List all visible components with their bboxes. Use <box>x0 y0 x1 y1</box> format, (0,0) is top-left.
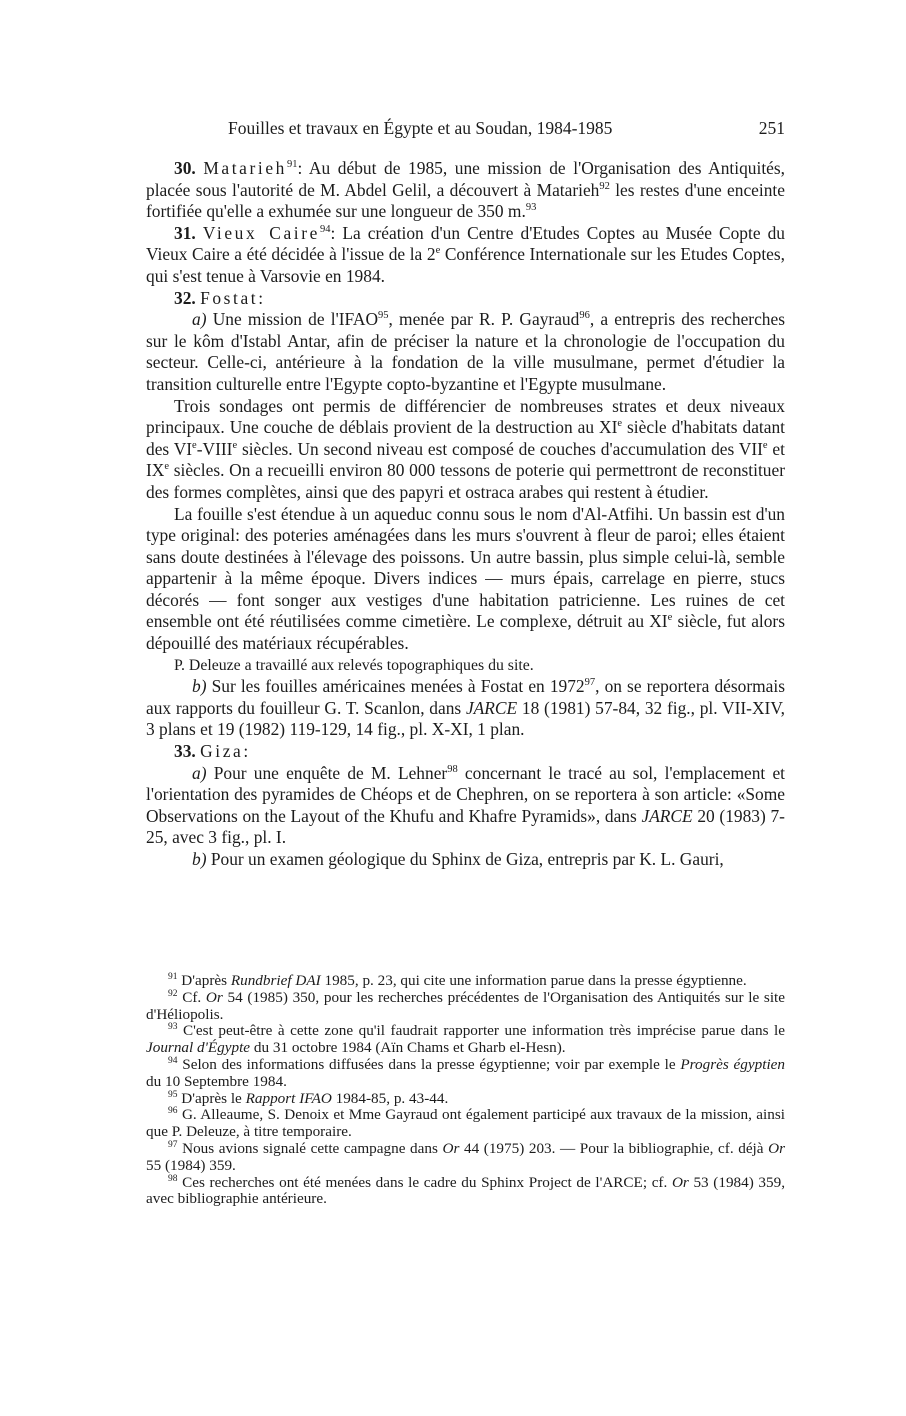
journal-title: JARCE <box>641 805 693 826</box>
footnote-number: 96 <box>168 1106 178 1117</box>
section-number: 32. <box>174 287 196 308</box>
section-31 <box>146 223 785 288</box>
footnote-text: 1984-85, p. 43-44. <box>331 1089 449 1107</box>
section-number: 33. <box>174 741 196 762</box>
site-name: Caire <box>269 222 320 243</box>
footnote-text: Cf. <box>177 988 206 1006</box>
section-33b <box>146 849 785 871</box>
paragraph-text: siècle, fut alors dépouillé des matériaux récupérables. <box>146 611 785 654</box>
footnote-96 <box>146 1107 785 1141</box>
footnote-ref[interactable]: 96 <box>579 310 590 322</box>
paragraph-text: Pour un examen géologique du Sphinx de Giza, entrepris par K. L. Gauri, <box>206 849 724 869</box>
section-32-heading <box>146 288 785 310</box>
item-label: a) <box>192 309 207 330</box>
section-30 <box>146 158 785 223</box>
paragraph-text: , on se reportera désormais aux rapports du fouilleur G. T. Scanlon, dans <box>146 676 785 718</box>
paragraph-text: siècles. Un second niveau est composé de couches d'accumulation des VII <box>237 438 763 459</box>
paragraph-text: P. Deleuze a travaillé aux relevés topographiques du site. <box>174 656 534 674</box>
item-label: b) <box>192 849 207 869</box>
footnote-93 <box>146 1023 785 1057</box>
colon: : <box>243 741 249 762</box>
footnote-97 <box>146 1141 785 1175</box>
superscript: e <box>667 612 673 624</box>
footnote-ref[interactable]: 95 <box>378 310 389 322</box>
section-32a-p4 <box>146 655 785 677</box>
footnote-ref[interactable]: 94 <box>319 223 331 235</box>
section-text: Conférence Internationale sur les Etudes Coptes, qui s'est tenue à Varsovie en 1984. <box>146 244 785 286</box>
footnote-text: 53 (1984) 359, avec bibliographie antérieure. <box>146 1173 785 1208</box>
section-number: 31. <box>174 222 196 243</box>
section-text: : Au début de 1985, une mission de l'Organisation des Antiquités, placée sous l'autorité de M. Abdel Gelil, a découvert à Matarieh <box>146 158 785 200</box>
site-name: Vieux <box>202 222 258 243</box>
site-name: Giza <box>200 741 244 762</box>
footnote-ref[interactable]: 93 <box>525 202 537 214</box>
footnote-ref[interactable]: 92 <box>599 180 610 192</box>
footnote-ref[interactable]: 97 <box>584 677 596 689</box>
footnote-italic: Journal d'Égypte <box>146 1039 251 1057</box>
paragraph-text: Sur les fouilles américaines menées à Fostat en 1972 <box>206 676 585 697</box>
footnote-number: 98 <box>168 1173 178 1184</box>
body-text <box>146 158 785 871</box>
superscript: e <box>435 245 441 257</box>
section-32a-p2 <box>146 396 785 504</box>
footnote-italic: Rapport IFAO <box>245 1089 332 1107</box>
footnote-italic: Or <box>442 1139 460 1157</box>
section-32a-p3 <box>146 504 785 655</box>
footnote-ref[interactable]: 91 <box>286 159 298 171</box>
footnote-italic: Rundbrief DAI <box>230 972 321 989</box>
footnote-text: Selon des informations diffusées dans la presse égyptienne; voir par exemple le <box>177 1055 681 1073</box>
footnotes <box>146 973 785 1208</box>
section-33-heading <box>146 741 785 763</box>
page-number: 251 <box>758 118 785 138</box>
paragraph-text: -VIII <box>196 438 233 459</box>
paragraph-text: et IX <box>146 438 785 481</box>
footnote-ref[interactable]: 98 <box>447 763 458 775</box>
item-label: b) <box>192 676 207 697</box>
section-text: : La création d'un Centre d'Etudes Coptes au Musée Copte du Vieux Caire a été décidée à l'issue de la 2 <box>146 222 785 265</box>
paragraph-text: , a entrepris des recherches sur le kôm d'Istabl Antar, afin de préciser la nature et la chronologie de l'occupation du secteur. Celle-ci, antérieure à la fondation de la ville musulmane, permet d'étudier la transition culturelle entre l'Egypte copto-byzantine et l'Egypte musulmane. <box>146 309 785 394</box>
footnote-92 <box>146 990 785 1024</box>
item-label: a) <box>192 762 207 783</box>
footnote-98 <box>146 1175 785 1209</box>
paragraph-text: Une mission de l'IFAO <box>206 309 379 330</box>
footnote-text: 44 (1975) 203. — Pour la bibliographie, cf. déjà <box>459 1139 769 1157</box>
footnote-95 <box>146 1091 785 1108</box>
footnote-text: 55 (1984) 359. <box>146 1156 236 1174</box>
paragraph-text: concernant le tracé au sol, l'emplacement et l'orientation des pyramides de Chéops et de Chephren, on se reportera à son article: «Some Observations on the Layout of the Khufu and Khafre Pyramids», dans <box>146 762 786 826</box>
superscript: e <box>762 439 768 451</box>
colon: : <box>258 287 264 308</box>
journal-title: JARCE <box>465 697 518 718</box>
paragraph-text: Trois sondages ont permis de différencier de nombreuses strates et deux niveaux principaux. Une couche de déblais provient de la destruction au XI <box>146 395 785 438</box>
footnote-text: du 10 Septembre 1984. <box>146 1072 287 1090</box>
footnote-text: Nous avions signalé cette campagne dans <box>177 1139 443 1157</box>
footnote-number: 93 <box>168 1022 178 1033</box>
footnote-text: 54 (1985) 350, pour les recherches précédentes de l'Organisation des Antiquités sur le site d'Héliopolis. <box>146 988 786 1023</box>
footnote-number: 91 <box>168 971 178 982</box>
footnote-text: D'après le <box>177 1089 246 1107</box>
footnote-number: 95 <box>168 1089 178 1100</box>
footnote-text: C'est peut-être à cette zone qu'il faudrait rapporter une information très imprécise parue dans le <box>177 1022 785 1040</box>
paragraph-text: La fouille s'est étendue à un aqueduc connu sous le nom d'Al-Atfihi. Un bassin est d'un type original: des poteries aménagées dans les murs s'ouvrent à fleur de paroi; elles étaient sans doute destinées à l'élevage des poissons. Un autre bassin, plus simple celui-là, semble appartenir à la même époque. Divers indices — murs épais, carrelage en pierre, stucs décorés — font songer aux vestiges d'une habitation patricienne. Les ruines de cet ensemble ont été réutilisées comme cimetière. Le complexe, détruit au XI <box>146 503 785 632</box>
paragraph-text: , menée par R. P. Gayraud <box>388 309 580 330</box>
section-32a <box>146 309 785 395</box>
superscript: e <box>164 461 170 473</box>
footnote-number: 97 <box>168 1139 178 1150</box>
footnote-italic: Progrès égyptien <box>680 1055 785 1073</box>
footnote-text: 1985, p. 23, qui cite une information parue dans la presse égyptienne. <box>320 972 747 989</box>
superscript: e <box>232 439 238 451</box>
paragraph-text: 18 (1981) 57-84, 32 fig., pl. VII-XIV, 3 plans et 19 (1982) 119-129, 14 fig., pl. X-XI, 1 plan. <box>146 697 785 740</box>
superscript: e <box>192 439 197 451</box>
footnote-number: 92 <box>168 988 178 999</box>
footnote-italic: Or <box>671 1173 689 1191</box>
site-name: Matarieh <box>203 158 287 178</box>
superscript: e <box>617 418 623 430</box>
footnote-91 <box>146 973 785 990</box>
paragraph-text: 20 (1983) 7-25, avec 3 fig., pl. I. <box>146 805 785 848</box>
section-32b <box>146 676 785 741</box>
site-name: Fostat <box>200 287 259 308</box>
footnote-italic: Or <box>205 988 223 1006</box>
section-33a <box>146 763 785 849</box>
section-number: 30. <box>174 158 196 178</box>
footnote-text: D'après <box>177 972 231 989</box>
section-text: les restes d'une enceinte fortifiée qu'elle a exhumée sur une longueur de 350 m. <box>146 179 785 222</box>
paragraph-text: siècle d'habitats datant des VI <box>146 417 785 459</box>
paragraph-text: siècles. On a recueilli environ 80 000 tessons de poterie qui permettront de reconstituer des formes complètes, ainsi que des papyri et ostraca arabes qui restent à étudier. <box>146 460 785 502</box>
footnote-text: Ces recherches ont été menées dans le cadre du Sphinx Project de l'ARCE; cf. <box>177 1173 672 1191</box>
paragraph-text: Pour une enquête de M. Lehner <box>206 762 448 783</box>
footnote-text: du 31 octobre 1984 (Aïn Chams et Gharb el-Hesn). <box>250 1039 566 1057</box>
footnote-94 <box>146 1057 785 1091</box>
running-title: Fouilles et travaux en Égypte et au Soudan, 1984-1985 <box>228 118 613 138</box>
footnote-number: 94 <box>168 1055 178 1066</box>
footnote-italic: Or <box>768 1139 786 1157</box>
footnote-text: G. Alleaume, S. Denoix et Mme Gayraud ont également participé aux travaux de la mission, ainsi que P. Deleuze, à titre temporaire. <box>146 1106 785 1141</box>
